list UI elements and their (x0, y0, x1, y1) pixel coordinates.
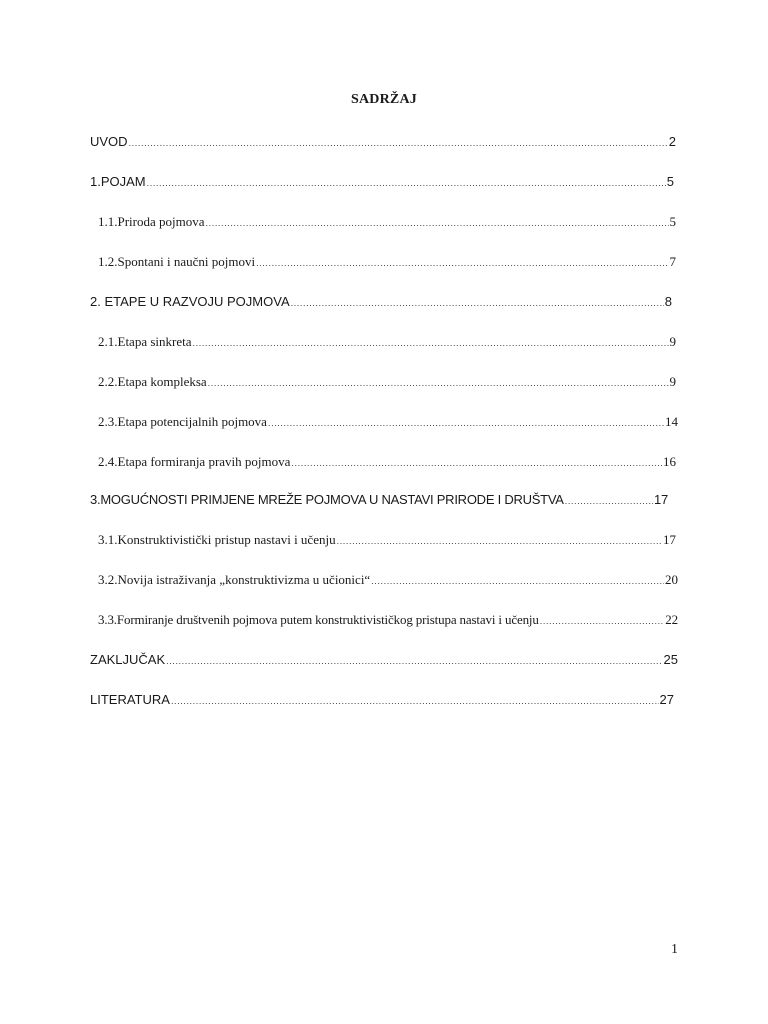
toc-entry[interactable] (98, 332, 676, 352)
toc-dot-leader (291, 453, 662, 473)
toc-dot-leader (565, 491, 653, 511)
page-title: SADRŽAJ (351, 92, 417, 107)
toc-entry-page: 7 (669, 254, 676, 269)
toc-entry[interactable] (90, 172, 674, 192)
toc-entry[interactable] (90, 490, 668, 510)
toc-entry-label: 1.2.Spontani i naučni pojmovi (98, 254, 256, 269)
toc-entry-label: LITERATURA (90, 692, 170, 707)
toc-entry[interactable] (98, 412, 678, 432)
toc-dot-leader (171, 691, 659, 711)
toc-entry-label: ZAKLJUČAK (90, 652, 166, 667)
toc-entry-page: 25 (663, 652, 678, 667)
toc-entry-page: 16 (663, 454, 676, 469)
toc-entry[interactable] (98, 530, 676, 550)
toc-entry[interactable] (98, 252, 676, 272)
toc-entry-page: 5 (666, 174, 674, 189)
toc-entry[interactable] (98, 452, 676, 472)
toc-entry-page: 17 (663, 532, 676, 547)
toc-entry-page: 9 (669, 334, 676, 349)
toc-entry-label: 2.4.Etapa formiranja pravih pojmova (98, 454, 291, 469)
toc-entry-page: 9 (669, 374, 676, 389)
toc-entry[interactable] (98, 610, 678, 630)
toc-dot-leader (193, 333, 669, 353)
toc-entry-label: 3.3.Formiranje društvenih pojmova putem konstruktivističkog pristupa nastavi i učenju (98, 612, 539, 627)
toc-entry[interactable] (98, 212, 676, 232)
toc-dot-leader (129, 133, 668, 153)
page-number: 1 (671, 942, 678, 957)
toc-entry-label: 3.2.Novija istraživanja „konstruktivizma u učionici“ (98, 572, 371, 587)
toc-entry[interactable] (98, 570, 678, 590)
toc-dot-leader (337, 531, 662, 551)
toc-entry-page: 2 (668, 134, 676, 149)
toc-entry-page: 17 (654, 492, 668, 507)
toc-entry[interactable] (90, 132, 676, 152)
toc-entry[interactable] (90, 650, 678, 670)
toc-entry-page: 27 (659, 692, 674, 707)
toc-dot-leader (147, 173, 666, 193)
toc-entry-page: 14 (665, 414, 678, 429)
toc-entry[interactable] (90, 690, 674, 710)
toc-dot-leader (268, 413, 664, 433)
toc-dot-leader (256, 253, 668, 273)
toc-entry-label: 2. ETAPE U RAZVOJU POJMOVA (90, 294, 290, 309)
toc-entry-label: 3.1.Konstruktivistički pristup nastavi i učenju (98, 532, 336, 547)
toc-entry-page: 22 (665, 612, 678, 627)
toc-entry-page: 8 (664, 294, 672, 309)
toc-dot-leader (291, 293, 664, 313)
toc-entry-label: 1.POJAM (90, 174, 146, 189)
toc-entry-label: 3.MOGUĆNOSTI PRIMJENE MREŽE POJMOVA U NASTAVI PRIRODE I DRUŠTVA (90, 492, 564, 507)
toc-dot-leader (540, 611, 665, 631)
toc-dot-leader (208, 373, 669, 393)
toc-entry-label: 2.2.Etapa kompleksa (98, 374, 207, 389)
toc-entry-page: 20 (665, 572, 678, 587)
toc-dot-leader (166, 651, 662, 671)
toc-dot-leader (206, 213, 669, 233)
toc-entry-page: 5 (669, 214, 676, 229)
toc-entry-label: UVOD (90, 134, 128, 149)
toc-entry[interactable] (98, 372, 676, 392)
toc-entry[interactable] (90, 292, 672, 312)
toc-entry-label: 2.3.Etapa potencijalnih pojmova (98, 414, 267, 429)
toc-entry-label: 1.1.Priroda pojmova (98, 214, 205, 229)
toc-entry-label: 2.1.Etapa sinkreta (98, 334, 192, 349)
toc-dot-leader (371, 571, 664, 591)
